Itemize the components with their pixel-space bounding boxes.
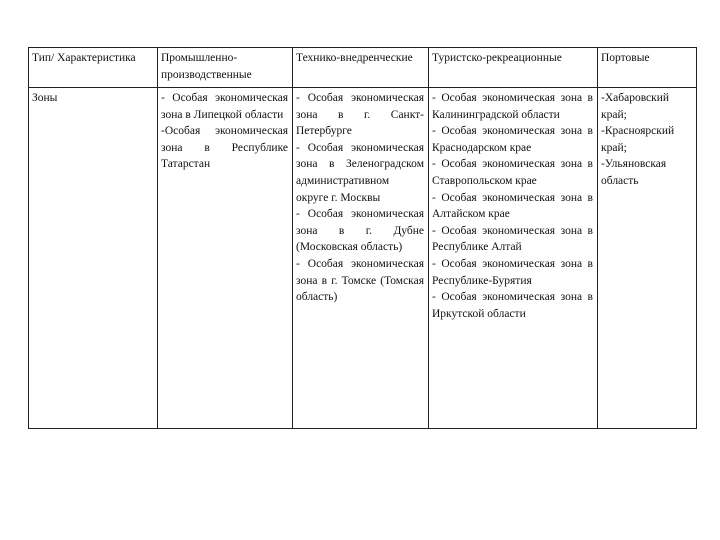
tourist-zones-cell <box>429 88 598 429</box>
industrial-zones-cell <box>158 88 293 429</box>
technical-zone-item: - Особая экономическая зона в г. Томске (Томская область) <box>296 257 424 304</box>
technical-zone-item: - Особая экономическая зона в г. Санкт-Петербурге <box>296 92 424 138</box>
port-zone-item: -Ульяновская область <box>601 158 667 187</box>
port-zone-item: -Красноярский край; <box>601 125 675 154</box>
tourist-zone-item: - Особая экономическая зона в Калининградской области <box>432 92 593 121</box>
tourist-zone-item: - Особая экономическая зона в Краснодарском крае <box>432 125 593 154</box>
header-technical: Технико-внедренческие <box>293 48 429 88</box>
tourist-zone-item: - Особая экономическая зона в Республике-Бурятия <box>432 257 593 287</box>
technical-zone-item: - Особая экономическая зона в Зеленоградском административном округе г. Москвы <box>296 141 424 204</box>
tourist-zone-item: - Особая экономическая зона в Алтайском крае <box>432 191 593 221</box>
tourist-zone-item: - Особая экономическая зона в Республике Алтай <box>432 224 593 254</box>
table-header-row <box>29 48 697 88</box>
technical-zones-cell <box>293 88 429 429</box>
tourist-zone-item: - Особая экономическая зона в Ставропольском крае <box>432 158 593 187</box>
port-zone-item: -Хабаровский край; <box>601 92 670 121</box>
industrial-zone-item: -Особая экономическая зона в Республике Татарстан <box>161 125 288 171</box>
header-port: Портовые <box>598 48 697 88</box>
header-type-characteristic: Тип/ Характеристика <box>29 48 158 88</box>
tourist-zone-item: - Особая экономическая зона в Иркутской области <box>432 291 593 320</box>
row-label-zones: Зоны <box>29 88 158 429</box>
header-tourist: Туристско-рекреационные <box>429 48 598 88</box>
technical-zone-item: - Особая экономическая зона в г. Дубне (Московская область) <box>296 208 424 254</box>
table-row-zones <box>29 88 697 429</box>
industrial-zone-item: - Особая экономическая зона в Липецкой области <box>161 92 288 121</box>
header-industrial: Промышленно-производственные <box>158 48 293 88</box>
economic-zones-table <box>28 47 697 429</box>
port-zones-cell <box>598 88 697 429</box>
